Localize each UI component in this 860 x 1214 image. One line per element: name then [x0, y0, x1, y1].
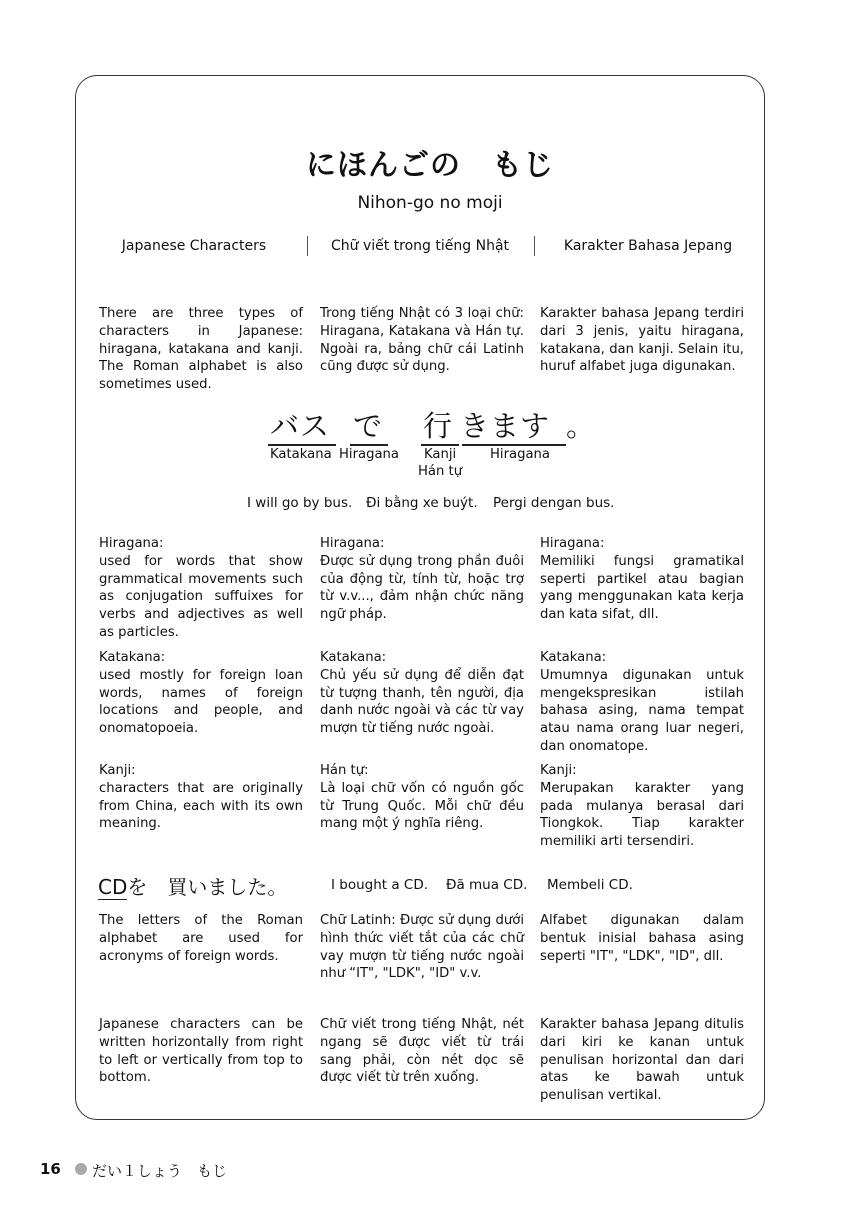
section-label: Hiragana:: [540, 536, 605, 551]
label-hiragana-ending: Hiragana: [490, 447, 550, 462]
section-text: Merupakan karakter yang pada mulanya berasal dari Tiongkok. Tiap karakter memiliki arti tersendiri.: [540, 780, 744, 850]
kanji-indonesian: [540, 762, 744, 851]
cd-example: [98, 871, 287, 900]
roman-indonesian: Alfabet digunakan dalam bentuk inisial bahasa asing seperti "IT", "LDK", "ID", dll.: [540, 913, 744, 964]
cd-translation-english: I bought a CD.: [331, 877, 429, 893]
section-text: Chủ yếu sử dụng để diễn đạt từ tượng thanh, tên người, địa danh nước ngoài và các từ vay mượn từ tiếng nước ngoài.: [320, 667, 524, 737]
direction-english: Japanese characters can be written horizontally from right to left or vertically from top to bottom.: [99, 1017, 303, 1086]
underline-hiragana-ending: [462, 444, 566, 446]
underline-hiragana: [350, 444, 388, 446]
example-hiragana-particle: で: [353, 409, 384, 443]
section-label: Kanji:: [540, 763, 577, 778]
header-vietnamese: Chữ viết trong tiếng Nhật: [330, 238, 510, 254]
bullet-dot-icon: [75, 1163, 87, 1175]
label-hiragana: Hiragana: [339, 447, 399, 462]
example-period: 。: [566, 409, 597, 443]
direction-indonesian: Karakter bahasa Jepang ditulis dari kiri ke kanan untuk penulisan horizontal dan dari atas ke bawah untuk penulisan vertikal.: [540, 1017, 744, 1104]
label-kanji: Kanji: [424, 447, 457, 462]
intro-english: There are three types of characters in Japanese: hiragana, katakana and kanji. The Roman alphabet is also sometimes used.: [99, 306, 303, 393]
label-katakana: Katakana: [270, 447, 332, 462]
section-text: Umumnya digunakan untuk mengekspresikan istilah bahasa asing, nama tempat atau nama orang luar negeri, dan onomatope.: [540, 667, 744, 754]
cd-translation-vietnamese: Đã mua CD.: [446, 877, 528, 893]
page-subtitle: Nihon-go no moji: [357, 193, 503, 213]
section-text: Được sử dụng trong phần đuôi của động từ, tính từ, hoặc trợ từ v.v..., đảm nhận chức năng ngữ pháp.: [320, 553, 524, 623]
hiragana-english: [99, 535, 303, 642]
section-label: Kanji:: [99, 763, 136, 778]
example-katakana-part: バス: [270, 409, 331, 443]
cd-roman-letters: CD: [98, 875, 128, 899]
section-text: Memiliki fungsi gramatikal seperti partikel atau bagian yang menggunakan kata kerja dan kata sifat, dll.: [540, 553, 744, 623]
hiragana-vietnamese: [320, 535, 524, 624]
intro-vietnamese: Trong tiếng Nhật có 3 loại chữ: Hiragana, Katakana và Hán tự. Ngoài ra, bảng chữ cái Latinh cũng được sử dụng.: [320, 306, 524, 375]
section-label: Hiragana:: [99, 536, 164, 551]
katakana-english: [99, 649, 303, 738]
section-label: Katakana:: [99, 650, 166, 665]
translation-english: I will go by bus.: [247, 495, 353, 511]
label-han-tu: Hán tự: [418, 464, 463, 479]
roman-vietnamese: Chữ Latinh: Được sử dụng dưới hình thức viết tắt của các chữ vay mượn từ tiếng nước ngoài như “IT", "LDK", "ID" v.v.: [320, 913, 524, 982]
cd-sentence-rest: を 買いました。: [127, 875, 288, 899]
kanji-vietnamese: [320, 762, 524, 833]
roman-english: The letters of the Roman alphabet are used for acronyms of foreign words.: [99, 913, 303, 964]
header-divider: [307, 236, 308, 256]
katakana-indonesian: [540, 649, 744, 756]
header-divider: [534, 236, 535, 256]
page-number: 16: [40, 1160, 61, 1178]
underline-katakana: [268, 444, 336, 446]
section-text: Là loại chữ vốn có nguồn gốc từ Trung Quốc. Mỗi chữ đều mang một ý nghĩa riêng.: [320, 780, 524, 832]
kanji-english: [99, 762, 303, 833]
translation-vietnamese: Đi bằng xe buýt.: [366, 495, 478, 511]
header-english: Japanese Characters: [121, 238, 267, 254]
section-label: Hiragana:: [320, 536, 385, 551]
cd-translation-indonesian: Membeli CD.: [547, 877, 633, 893]
section-label: Katakana:: [320, 650, 387, 665]
chapter-title: だい１しょう もじ: [92, 1162, 228, 1180]
underline-kanji: [421, 444, 459, 446]
example-kanji-part: 行: [423, 409, 454, 443]
section-text: used mostly for foreign loan words, names of foreign locations and people, and onomatopoeia.: [99, 667, 303, 737]
example-hiragana-ending: きます: [460, 409, 551, 443]
katakana-vietnamese: [320, 649, 524, 738]
direction-vietnamese: Chữ viết trong tiếng Nhật, nét ngang sẽ được viết từ trái sang phải, còn nét dọc sẽ được viết từ trên xuống.: [320, 1017, 524, 1086]
header-indonesian: Karakter Bahasa Jepang: [563, 238, 733, 254]
hiragana-indonesian: [540, 535, 744, 624]
page-title: にほんごの もじ: [306, 148, 554, 183]
section-label: Hán tự:: [320, 763, 369, 778]
section-label: Katakana:: [540, 650, 607, 665]
intro-indonesian: Karakter bahasa Jepang terdiri dari 3 jenis, yaitu hiragana, katakana, dan kanji. Selain itu, huruf alfabet juga digunakan.: [540, 306, 744, 375]
translation-indonesian: Pergi dengan bus.: [493, 495, 615, 511]
section-text: used for words that show grammatical movements such as conjugation suffuixes for verbs and adjectives as well as particles.: [99, 553, 303, 640]
section-text: characters that are originally from China, each with its own meaning.: [99, 780, 303, 832]
